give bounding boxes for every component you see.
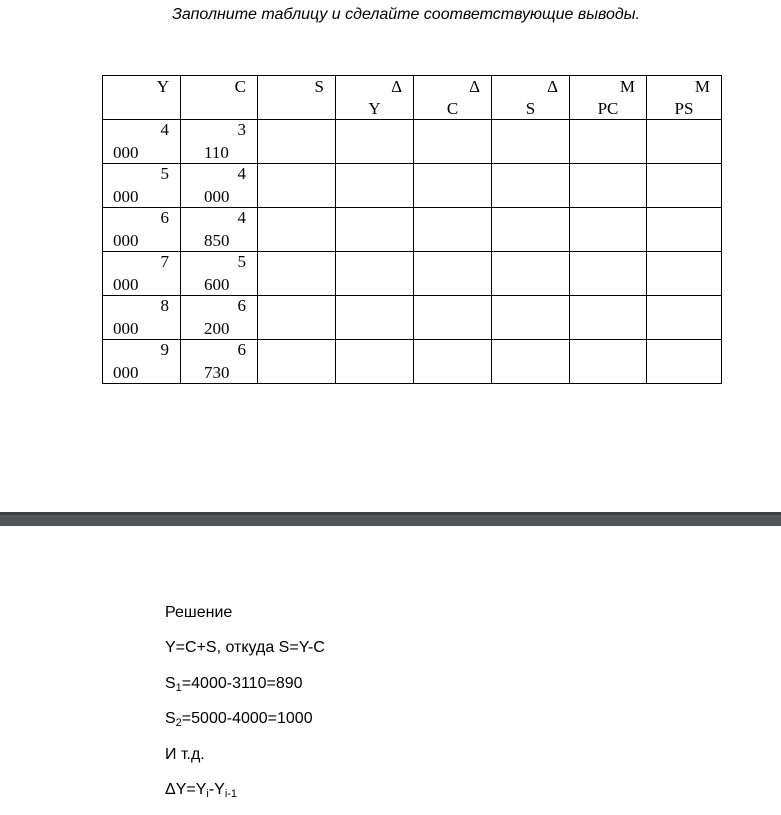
cell-mps	[647, 296, 722, 340]
cell-mpc	[570, 208, 647, 252]
cell-mpc	[570, 164, 647, 208]
cell-s	[258, 296, 336, 340]
cell-delta-y	[336, 164, 414, 208]
cell-delta-y	[336, 208, 414, 252]
cell-y	[103, 208, 181, 252]
cell-c	[181, 208, 258, 252]
cell-c	[181, 296, 258, 340]
cell-y-units: 000	[113, 319, 139, 338]
header-mpc	[570, 76, 647, 120]
header-delta-y-symbol: Δ	[391, 77, 402, 96]
cell-mps	[647, 340, 722, 384]
cell-y-units: 000	[113, 363, 139, 382]
header-y-label: Y	[156, 77, 169, 96]
page-title: Заполните таблицу и сделайте соответствующие выводы.	[172, 6, 640, 23]
table-row	[103, 340, 722, 384]
cell-y-thousands: 9	[160, 340, 169, 359]
header-s-label: S	[314, 77, 324, 96]
cell-y	[103, 252, 181, 296]
solution-formula: Y=C+S, откуда S=Y-C	[165, 639, 325, 657]
header-mpc-bottom: PC	[597, 99, 619, 118]
cell-mpc	[570, 340, 647, 384]
cell-y	[103, 340, 181, 384]
solution-s2	[165, 709, 325, 744]
solution-delta	[165, 780, 325, 815]
s1-base: S	[165, 674, 176, 692]
cell-c-units: 110	[204, 143, 229, 162]
cell-y-units: 000	[113, 275, 139, 294]
cell-y-thousands: 5	[160, 164, 169, 183]
cell-delta-s	[492, 252, 570, 296]
data-table	[102, 75, 722, 384]
cell-y-thousands: 7	[160, 252, 169, 271]
delta-part1: ΔY=Y	[165, 780, 207, 798]
cell-s	[258, 208, 336, 252]
delta-sub2: i-1	[224, 787, 238, 800]
header-c-label: C	[234, 77, 246, 96]
solution-s1	[165, 674, 325, 709]
table-body	[103, 120, 722, 384]
cell-c	[181, 120, 258, 164]
cell-y	[103, 296, 181, 340]
cell-s	[258, 252, 336, 296]
header-delta-s	[492, 76, 570, 120]
cell-y	[103, 120, 181, 164]
cell-delta-s	[492, 164, 570, 208]
cell-s	[258, 340, 336, 384]
cell-delta-s	[492, 296, 570, 340]
s1-expression: =4000-3110=890	[181, 674, 303, 692]
cell-c-thousands: 5	[237, 252, 246, 271]
header-mps-bottom: PS	[674, 99, 694, 118]
cell-y-thousands: 6	[160, 208, 169, 227]
table-row	[103, 164, 722, 208]
cell-c	[181, 164, 258, 208]
cell-delta-c	[414, 340, 492, 384]
cell-mps	[647, 252, 722, 296]
cell-c-units: 200	[204, 319, 230, 338]
header-delta-s-symbol: Δ	[547, 77, 558, 96]
cell-c-units: 850	[204, 231, 230, 250]
table-header-row	[103, 76, 722, 120]
cell-y-units: 000	[113, 187, 139, 206]
cell-c-thousands: 6	[237, 296, 246, 315]
s1-subscript: 1	[175, 681, 182, 694]
cell-delta-c	[414, 252, 492, 296]
header-delta-c	[414, 76, 492, 120]
cell-c-thousands: 4	[237, 208, 246, 227]
cell-c-thousands: 3	[237, 120, 246, 139]
cell-s	[258, 120, 336, 164]
cell-s	[258, 164, 336, 208]
header-delta-c-symbol: Δ	[469, 77, 480, 96]
cell-mps	[647, 208, 722, 252]
s2-subscript: 2	[175, 717, 182, 730]
cell-y-thousands: 8	[160, 296, 169, 315]
header-mps-top: M	[694, 77, 710, 96]
solution-block	[165, 603, 325, 815]
cell-delta-c	[414, 164, 492, 208]
cell-delta-s	[492, 340, 570, 384]
cell-c-thousands: 6	[237, 340, 246, 359]
solution-heading: Решение	[165, 604, 233, 621]
header-mps	[647, 76, 722, 120]
header-delta-s-label: S	[525, 99, 536, 118]
cell-y-units: 000	[113, 231, 139, 250]
table-row	[103, 296, 722, 340]
cell-c	[181, 340, 258, 384]
header-c	[181, 76, 258, 120]
header-s	[258, 76, 336, 120]
cell-y-units: 000	[113, 143, 139, 162]
cell-y-thousands: 4	[160, 120, 169, 139]
s2-base: S	[165, 710, 176, 728]
cell-mps	[647, 164, 722, 208]
header-mpc-top: M	[619, 77, 635, 96]
header-delta-c-label: C	[446, 99, 459, 118]
cell-delta-y	[336, 252, 414, 296]
cell-delta-c	[414, 208, 492, 252]
delta-part2: -Y	[208, 780, 225, 798]
delta-sub1: i	[206, 787, 209, 800]
cell-c-units: 730	[204, 363, 230, 382]
table-row	[103, 252, 722, 296]
cell-c	[181, 252, 258, 296]
cell-delta-s	[492, 208, 570, 252]
cell-delta-c	[414, 296, 492, 340]
cell-delta-y	[336, 296, 414, 340]
cell-c-units: 600	[204, 275, 230, 294]
cell-delta-s	[492, 120, 570, 164]
header-delta-y-label: Y	[368, 99, 381, 118]
cell-y	[103, 164, 181, 208]
cell-delta-y	[336, 120, 414, 164]
header-y	[103, 76, 181, 120]
cell-delta-y	[336, 340, 414, 384]
cell-mpc	[570, 252, 647, 296]
cell-mpc	[570, 120, 647, 164]
table-row	[103, 120, 722, 164]
table-row	[103, 208, 722, 252]
cell-delta-c	[414, 120, 492, 164]
cell-mps	[647, 120, 722, 164]
solution-etc: И т.д.	[165, 745, 205, 763]
header-delta-y	[336, 76, 414, 120]
cell-c-thousands: 4	[237, 164, 246, 183]
cell-c-units: 000	[204, 187, 230, 206]
s2-expression: =5000-4000=1000	[181, 710, 313, 728]
cell-mpc	[570, 296, 647, 340]
page-separator-shade	[0, 512, 781, 515]
